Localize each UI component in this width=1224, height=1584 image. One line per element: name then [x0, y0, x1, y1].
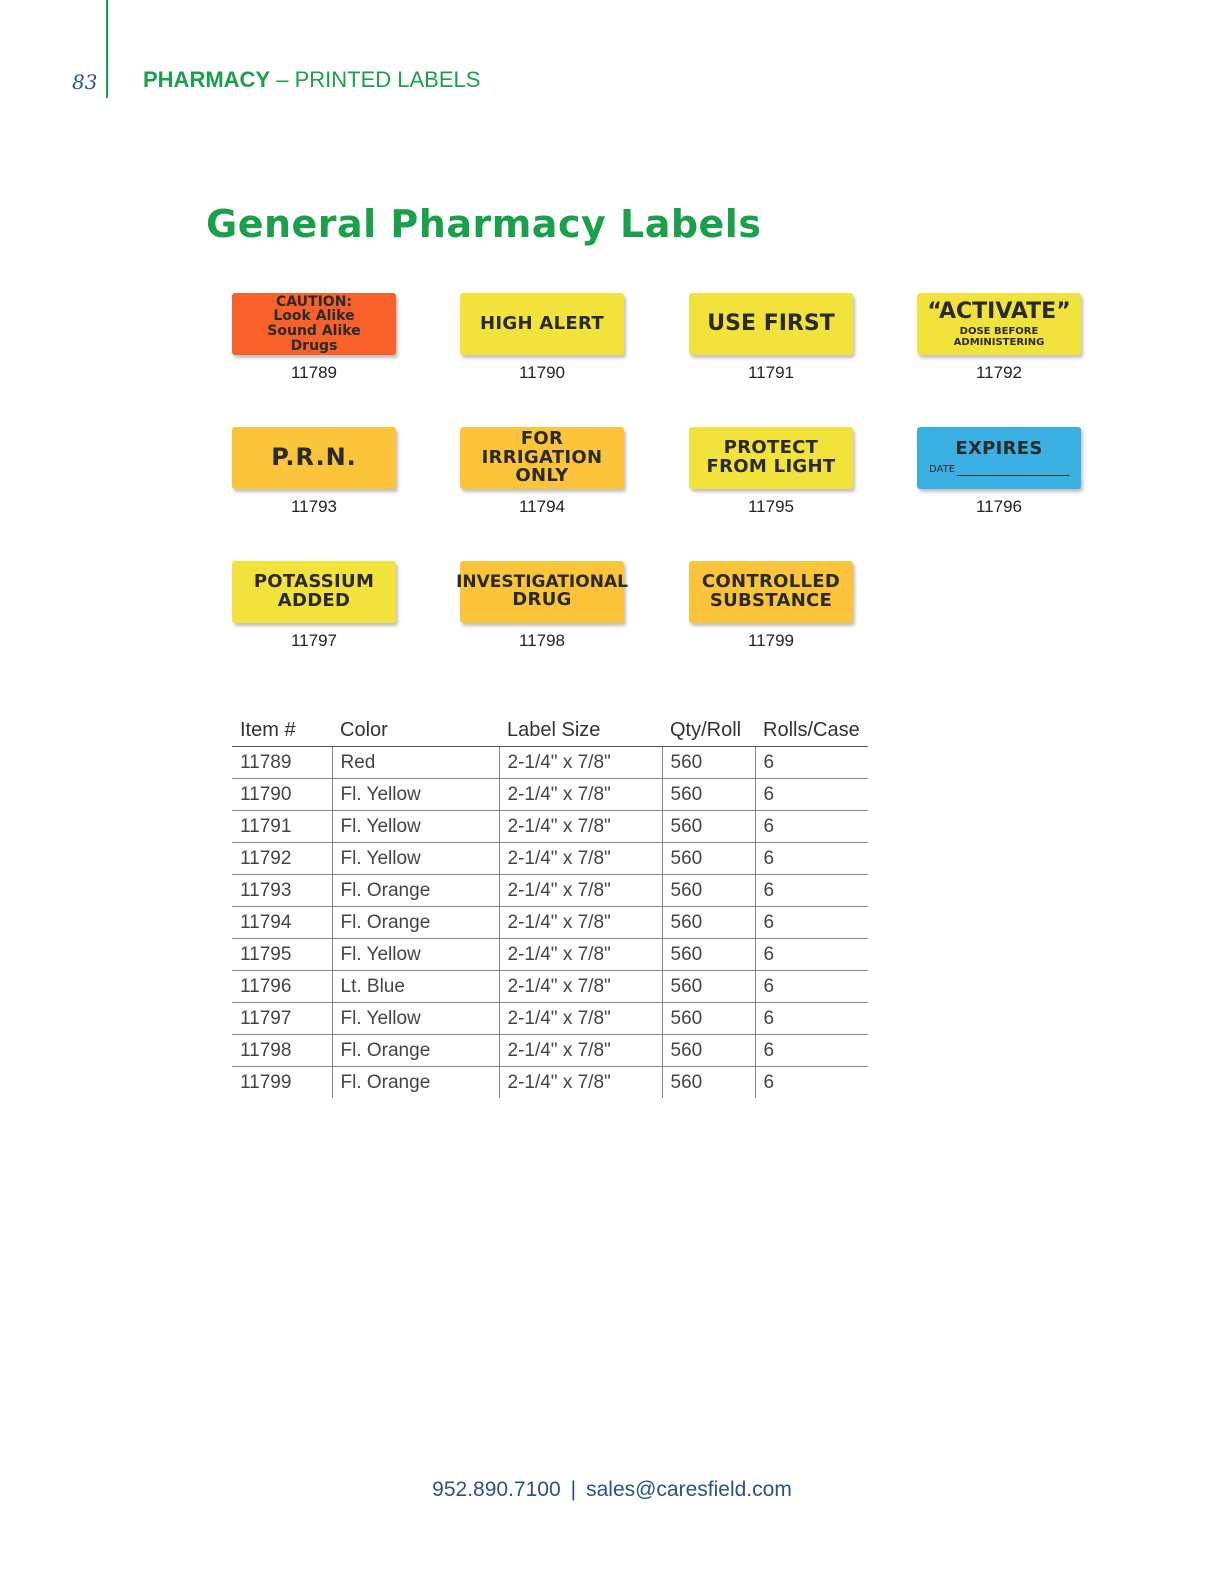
label-text-line: CONTROLLED — [701, 571, 841, 593]
label-text-line: ADDED — [277, 590, 351, 611]
label-card-11793 — [232, 427, 398, 517]
date-write-line — [957, 467, 1069, 476]
label-spec-table — [232, 714, 868, 1098]
table-row — [232, 779, 868, 811]
label-text-line: EXPIRES — [955, 438, 1043, 460]
cell-size: 2-1/4" x 7/8" — [499, 1067, 662, 1099]
table-row — [232, 971, 868, 1003]
cell-color: Red — [332, 747, 499, 779]
label-date-field — [929, 465, 1069, 476]
cell-color: Fl. Orange — [332, 1035, 499, 1067]
label-text-line: FOR IRRIGATION — [481, 427, 603, 468]
footer-email-link[interactable]: sales@caresfield.com — [586, 1478, 792, 1501]
table-row — [232, 1035, 868, 1067]
cell-size: 2-1/4" x 7/8" — [499, 1003, 662, 1035]
header-subtitle: – PRINTED LABELS — [270, 67, 481, 92]
footer-separator: | — [570, 1478, 577, 1501]
cell-rolls: 6 — [755, 843, 868, 875]
table-row — [232, 875, 868, 907]
label-text-line: Drugs — [290, 337, 338, 354]
label-text-line: SUBSTANCE — [709, 590, 833, 611]
cell-color: Fl. Yellow — [332, 1003, 499, 1035]
cell-size: 2-1/4" x 7/8" — [499, 843, 662, 875]
table-row — [232, 907, 868, 939]
label-card-11791 — [689, 293, 855, 383]
label-card-11792 — [917, 293, 1083, 383]
cell-rolls: 6 — [755, 747, 868, 779]
cell-item: 11794 — [232, 907, 332, 939]
label-item-number: 11795 — [747, 497, 794, 516]
label-text-line: Look Alike — [273, 308, 355, 325]
cell-color: Fl. Orange — [332, 907, 499, 939]
cell-qty: 560 — [662, 843, 755, 875]
cell-item: 11792 — [232, 843, 332, 875]
label-card-11795 — [689, 427, 855, 517]
cell-rolls: 6 — [755, 971, 868, 1003]
cell-item: 11789 — [232, 747, 332, 779]
label-item-number: 11792 — [975, 363, 1022, 382]
header-rule — [106, 0, 108, 98]
column-header-rolls-case: Rolls/Case — [755, 714, 868, 747]
cell-size: 2-1/4" x 7/8" — [499, 875, 662, 907]
label-sample-11796 — [917, 427, 1081, 489]
table-row — [232, 747, 868, 779]
footer-phone[interactable]: 952.890.7100 — [432, 1478, 561, 1501]
cell-rolls: 6 — [755, 907, 868, 939]
label-sample-11794 — [460, 427, 624, 489]
cell-rolls: 6 — [755, 1035, 868, 1067]
label-item-number: 11796 — [975, 497, 1022, 516]
cell-size: 2-1/4" x 7/8" — [499, 907, 662, 939]
label-text-line: INVESTIGATIONAL — [456, 571, 628, 592]
label-text-line: USE FIRST — [707, 311, 835, 337]
table-row — [232, 811, 868, 843]
label-item-number: 11793 — [290, 497, 337, 516]
cell-item: 11797 — [232, 1003, 332, 1035]
label-sample-11789 — [232, 293, 396, 355]
cell-qty: 560 — [662, 875, 755, 907]
cell-qty: 560 — [662, 971, 755, 1003]
label-card-11789 — [232, 293, 398, 383]
label-item-number: 11791 — [747, 363, 794, 382]
section-title: General Pharmacy Labels — [206, 202, 762, 246]
cell-size: 2-1/4" x 7/8" — [499, 971, 662, 1003]
label-card-11790 — [460, 293, 626, 383]
cell-item: 11793 — [232, 875, 332, 907]
label-sample-11792 — [917, 293, 1081, 355]
cell-qty: 560 — [662, 1067, 755, 1099]
cell-qty: 560 — [662, 1035, 755, 1067]
label-sample-11791 — [689, 293, 853, 355]
label-card-11798 — [456, 561, 628, 651]
cell-qty: 560 — [662, 907, 755, 939]
label-text-line: PROTECT — [723, 437, 819, 459]
table-row — [232, 939, 868, 971]
cell-color: Lt. Blue — [332, 971, 499, 1003]
table-row — [232, 1067, 868, 1099]
cell-size: 2-1/4" x 7/8" — [499, 939, 662, 971]
cell-size: 2-1/4" x 7/8" — [499, 747, 662, 779]
cell-color: Fl. Yellow — [332, 811, 499, 843]
cell-color: Fl. Yellow — [332, 843, 499, 875]
cell-qty: 560 — [662, 747, 755, 779]
cell-qty: 560 — [662, 939, 755, 971]
cell-rolls: 6 — [755, 1003, 868, 1035]
cell-color: Fl. Yellow — [332, 939, 499, 971]
cell-color: Fl. Orange — [332, 1067, 499, 1099]
label-card-11794 — [460, 427, 626, 517]
cell-item: 11799 — [240, 1071, 292, 1093]
label-sample-11793 — [232, 427, 396, 489]
column-header-qty-roll: Qty/Roll — [662, 714, 755, 747]
page-number: 83 — [72, 70, 98, 94]
label-text-line: DRUG — [512, 589, 572, 611]
table-row — [232, 843, 868, 875]
label-text-line: POTASSIUM — [253, 571, 375, 593]
cell-item: 11796 — [232, 971, 332, 1003]
label-text-line: Sound Alike — [267, 323, 361, 339]
column-header-color: Color — [332, 714, 499, 747]
cell-qty: 560 — [662, 1003, 755, 1035]
cell-color: Fl. Orange — [332, 875, 499, 907]
cell-rolls: 6 — [755, 875, 868, 907]
column-header-item: Item # — [232, 714, 332, 747]
table-row — [232, 1003, 868, 1035]
cell-size: 2-1/4" x 7/8" — [499, 1035, 662, 1067]
label-text-line: ONLY — [515, 465, 569, 487]
cell-rolls: 6 — [755, 779, 868, 811]
cell-rolls: 6 — [755, 811, 868, 843]
label-item-number: 11797 — [290, 631, 337, 650]
label-text-line: FROM LIGHT — [706, 456, 836, 477]
label-card-11799 — [689, 561, 855, 651]
label-card-11796 — [917, 427, 1083, 517]
label-item-number: 11794 — [518, 497, 565, 516]
label-text-line: CAUTION: — [275, 293, 353, 310]
cell-qty: 560 — [662, 779, 755, 811]
page-footer — [0, 1478, 1224, 1502]
label-sample-11798 — [456, 561, 628, 623]
cell-qty: 560 — [662, 811, 755, 843]
page-header — [143, 67, 480, 93]
column-header-label-size: Label Size — [499, 714, 662, 747]
label-item-number: 11798 — [518, 631, 565, 650]
table-header-row — [232, 714, 868, 747]
label-item-number: 11790 — [518, 363, 565, 382]
cell-rolls: 6 — [755, 939, 868, 971]
label-text-line: “ACTIVATE” — [927, 298, 1071, 324]
cell-color: Fl. Yellow — [332, 779, 499, 811]
label-item-number: 11789 — [290, 363, 337, 382]
cell-item: 11790 — [232, 779, 332, 811]
cell-size: 2-1/4" x 7/8" — [499, 811, 662, 843]
cell-size: 2-1/4" x 7/8" — [499, 779, 662, 811]
cell-item: 11791 — [232, 811, 332, 843]
label-text-line: HIGH ALERT — [480, 312, 604, 334]
label-text-line: DOSE BEFORE ADMINISTERING — [953, 326, 1045, 348]
label-sample-11799 — [689, 561, 853, 623]
label-text-line: P.R.N. — [271, 443, 357, 472]
cell-item: 11795 — [232, 939, 332, 971]
label-item-number: 11799 — [747, 631, 794, 650]
header-category: PHARMACY — [143, 67, 271, 92]
label-sample-11795 — [689, 427, 853, 489]
label-card-11797 — [232, 561, 398, 651]
cell-item: 11798 — [232, 1035, 332, 1067]
cell-rolls: 6 — [755, 1067, 868, 1099]
label-text-line: DATE — [929, 464, 956, 476]
label-sample-11797 — [232, 561, 396, 623]
label-sample-11790 — [460, 293, 624, 355]
